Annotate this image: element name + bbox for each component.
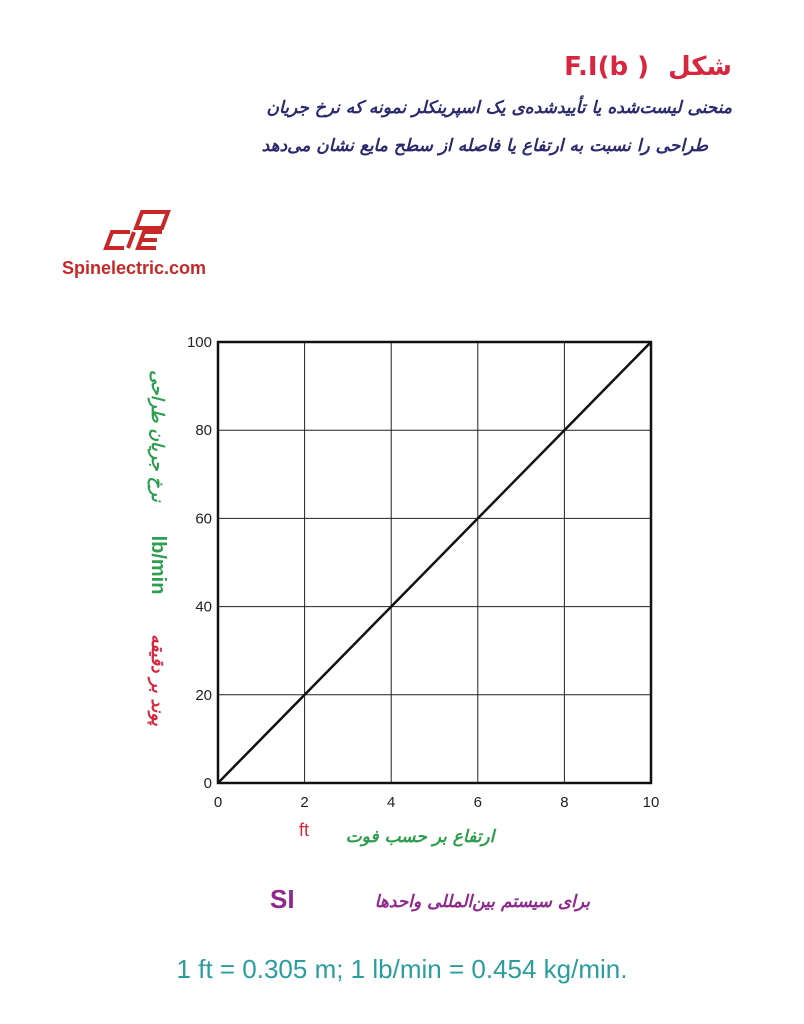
- figure-word: شکل: [668, 52, 732, 82]
- series-line: [218, 342, 651, 783]
- flow-rate-chart: [0, 320, 804, 880]
- x-tick-label: 6: [473, 794, 482, 811]
- y-tick-label: 60: [195, 510, 212, 528]
- x-axis-label-unit: ft: [298, 820, 310, 840]
- y-axis-label-unit: lb/min: [147, 535, 169, 595]
- y-axis-label-fa-2: پوند بر دقیقه: [147, 634, 167, 726]
- x-tick-label: 2: [300, 794, 309, 811]
- caption-line-2: طراحی را نسبت به ارتفاع یا فاصله از سطح مایع نشان می‌دهد: [261, 136, 708, 156]
- spinelectric-logo-icon: [100, 208, 180, 252]
- x-tick-label: 4: [387, 794, 396, 811]
- figure-code: F.I(b ): [564, 52, 650, 82]
- y-tick-labels: [187, 334, 212, 792]
- caption-line-1: منحنی لیست‌شده یا تأییدشده‌ی یک اسپرینکلر نمونه که نرخ جریان: [266, 98, 732, 118]
- y-tick-label: 20: [195, 686, 212, 704]
- x-axis-label-fa: ارتفاع بر حسب فوت: [345, 827, 495, 847]
- unit-conversion: 1 ft = 0.305 m; 1 lb/min = 0.454 kg/min.: [176, 954, 628, 984]
- si-badge: SI: [270, 884, 295, 914]
- y-tick-label: 40: [195, 598, 212, 616]
- x-tick-labels: [214, 794, 660, 811]
- figure-label: [564, 52, 732, 82]
- x-tick-label: 10: [642, 794, 660, 811]
- x-tick-label: 0: [213, 794, 223, 811]
- x-tick-label: 8: [560, 794, 569, 811]
- si-note: [0, 884, 804, 924]
- si-note-text: برای سیستم بین‌المللی واحدها: [374, 892, 590, 912]
- y-tick-label: 0: [203, 775, 212, 792]
- y-axis-label-fa-1: نرخ جریان طراحی: [147, 370, 167, 502]
- site-name: Spinelectric.com: [62, 258, 207, 278]
- y-tick-label: 80: [195, 422, 212, 440]
- y-tick-label: 100: [186, 334, 212, 351]
